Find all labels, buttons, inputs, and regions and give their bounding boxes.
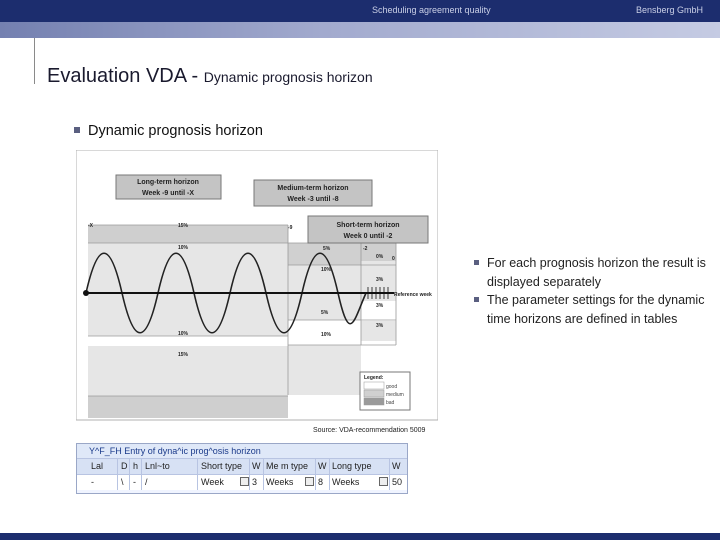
table-header-cell: W [318, 461, 327, 471]
band-med-bottom-label: 10% [321, 332, 332, 338]
long-weeks-value[interactable]: 50 [392, 477, 403, 487]
side-bullet-1-text: For each prognosis horizon the result is displayed separately [487, 256, 706, 289]
band-short-bottom-label: 3% [376, 323, 384, 329]
side-bullet-2-text: The parameter settings for the dynamic time horizons are defined in tables [487, 293, 705, 326]
side-bullet-2 [474, 291, 714, 328]
short-type-value[interactable]: Week [201, 477, 224, 487]
band-long-bottom-mid-label: 10% [178, 331, 189, 337]
slide-title [47, 65, 373, 88]
long-term-good [88, 336, 288, 346]
table-header-cell: W [252, 461, 261, 471]
medium-weeks-value[interactable]: 8 [318, 477, 324, 487]
header-bar [0, 0, 720, 22]
slide-title-sub: Dynamic prognosis horizon [203, 69, 373, 85]
table-header-cell: Me m type [266, 461, 309, 471]
band-med-bottom-mid-label: 5% [321, 310, 329, 316]
table-header-cell: W [392, 461, 401, 471]
diagram-source: Source: VDA-recommendation 5009 [313, 427, 426, 434]
legend-medium-swatch [364, 390, 384, 397]
axis-label-x: -X [88, 223, 93, 229]
bullet-heading [74, 123, 263, 139]
table-cell: - [91, 477, 94, 487]
long-term-title: Long-term horizon [137, 179, 199, 186]
table-header-cell: Lnl~to [145, 461, 170, 471]
legend-good-swatch [364, 382, 384, 389]
medium-term-range: Week -3 until -8 [287, 196, 339, 203]
band-long-mid-label: 10% [178, 245, 189, 251]
axis-label-9: -9 [288, 225, 293, 231]
band-short-lower-label: 3% [376, 303, 384, 309]
table-header-cell: D [121, 461, 128, 471]
table-header-cell: Lal [91, 461, 104, 471]
bullet-square-icon [74, 127, 80, 133]
prognosis-horizon-diagram [76, 150, 438, 437]
axis-label-0: 0 [392, 256, 395, 262]
side-bullet-1 [474, 254, 714, 291]
bullet-square-icon [474, 297, 479, 302]
band-short-top-label: 0% [376, 254, 384, 260]
bullet-square-icon [474, 260, 479, 265]
band-long-bottom-label: 15% [178, 352, 189, 358]
slide-title-main: Evaluation VDA - [47, 65, 199, 87]
legend-bad-label: bad [386, 400, 395, 406]
legend-bad-swatch [364, 398, 384, 405]
legend-title: Legend: [364, 375, 384, 381]
side-bullet-list [474, 254, 714, 328]
long-term-range: Week -9 until -X [142, 190, 194, 197]
axis-start-dot [83, 290, 89, 296]
band-med-mid-label: 10% [321, 267, 332, 273]
medium-type-value[interactable]: Weeks [266, 477, 294, 487]
legend-good-label: good [386, 384, 398, 390]
medium-term-medium-lower [288, 345, 361, 395]
short-term-title: Short-term horizon [336, 222, 400, 229]
table-title: Y^F_FH Entry of dyna^ic prog^osis horizon [77, 444, 407, 458]
table-cell: \ [121, 477, 124, 487]
long-type-value[interactable]: Weeks [332, 477, 360, 487]
bullet-heading-text: Dynamic prognosis horizon [88, 123, 263, 139]
short-weeks-value[interactable]: 3 [252, 477, 258, 487]
band-long-top-label: 15% [178, 223, 189, 229]
title-divider [34, 38, 35, 84]
medium-term-title: Medium-term horizon [277, 185, 349, 192]
band-med-top-label: 5% [323, 246, 331, 252]
header-gradient-strip [0, 22, 720, 38]
table-header-row [77, 458, 407, 474]
table-header-cell: Long type [332, 461, 372, 471]
table-row[interactable] [77, 474, 407, 490]
horizon-settings-table [76, 443, 408, 494]
long-term-medium-upper [88, 243, 288, 336]
company-name: Bensberg GmbH [636, 5, 704, 15]
presentation-title: Scheduling agreement quality [372, 5, 491, 15]
table-cell: / [145, 477, 148, 487]
table-cell: - [133, 477, 136, 487]
band-short-mid-label: 3% [376, 277, 384, 283]
table-header-cell: Short type [201, 461, 243, 471]
reference-week-label: Reference week [394, 292, 432, 298]
footer-bar [0, 533, 720, 540]
short-term-range: Week 0 until -2 [343, 233, 393, 240]
table-header-cell: h [133, 461, 139, 471]
legend-medium-label: medium [386, 392, 404, 398]
axis-label-2: -2 [363, 246, 368, 252]
long-term-bad-bottom [88, 396, 288, 418]
